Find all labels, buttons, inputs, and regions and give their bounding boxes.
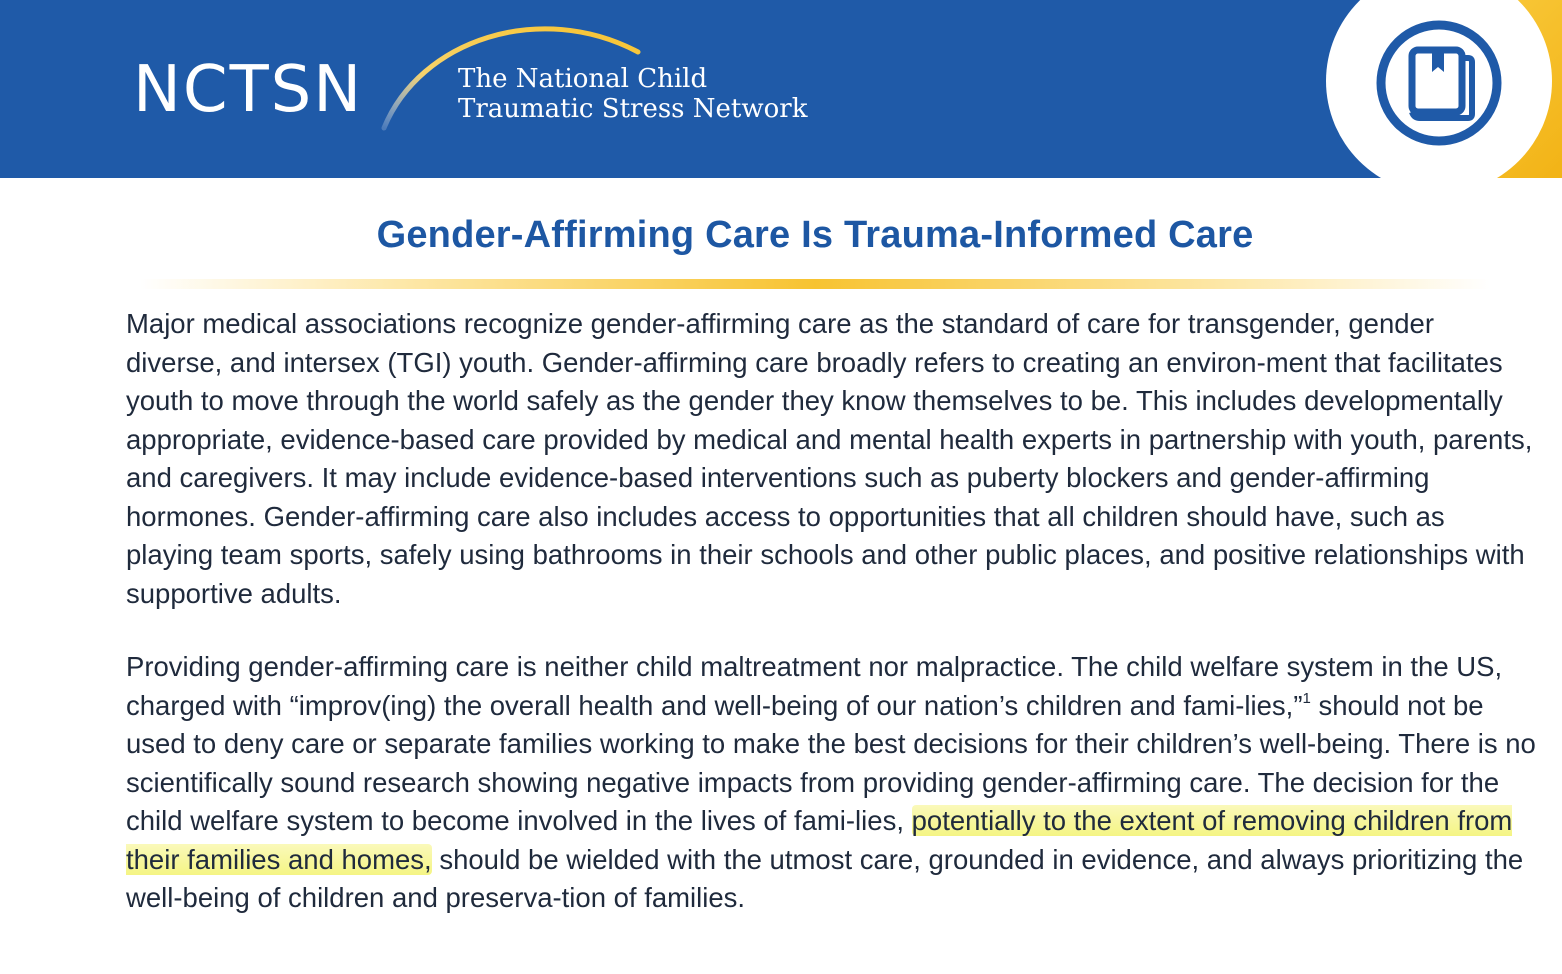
nctsn-logo-text: NCTSN bbox=[133, 53, 364, 127]
highlighted-text: potentially to the extent of removing children from their families and homes, bbox=[126, 805, 1513, 875]
footnote-marker[interactable]: 1 bbox=[1302, 689, 1311, 707]
paragraph-2-text-a: Providing gender-affirming care is neither child maltreatment nor malpractice. The child welfare system in the US, charged with “improv(ing) the overall health and well-being of our nation’s children and fami-lies,” bbox=[126, 651, 1503, 721]
header-banner bbox=[0, 0, 1562, 178]
paragraph-2 bbox=[126, 648, 1536, 918]
book-bookmark-icon bbox=[1374, 18, 1504, 148]
paragraph-1: Major medical associations recognize gender-affirming care as the standard of care for transgender, gender diverse, and intersex (TGI) youth. Gender-affirming care broadly refers to creating an environ-ment that facilitates youth to move through the world safely as the gender they know themselves to be. This includes developmentally appropriate, evidence-based care provided by medical and mental health experts in partnership with youth, parents, and caregivers. It may include evidence-based interventions such as puberty blockers and gender-affirming hormones. Gender-affirming care also includes access to opportunities that all children should have, such as playing team sports, safely using bathrooms in their schools and other public places, and positive relationships with supportive adults. bbox=[126, 308, 1533, 609]
tagline-line-2: Traumatic Stress Network bbox=[458, 94, 808, 124]
paragraph-2-text-b: should not be used to deny care or separate families working to make the best decisions for their children’s well-being. There is no scientifically sound research showing negative impacts from providing gender-affirming care. The decision for the child welfare system to become involved in the lives of fami-lies, bbox=[126, 689, 1536, 836]
page-title: Gender-Affirming Care Is Trauma-Informed Care bbox=[376, 214, 1254, 256]
network-tagline bbox=[458, 64, 807, 124]
title-divider bbox=[140, 279, 1490, 289]
tagline-line-1: The National Child bbox=[458, 64, 708, 94]
paragraph-2-text-c: should be wielded with the utmost care, grounded in evidence, and always prioritizing the well-being of children and preserva-tion of families. bbox=[126, 843, 1524, 913]
